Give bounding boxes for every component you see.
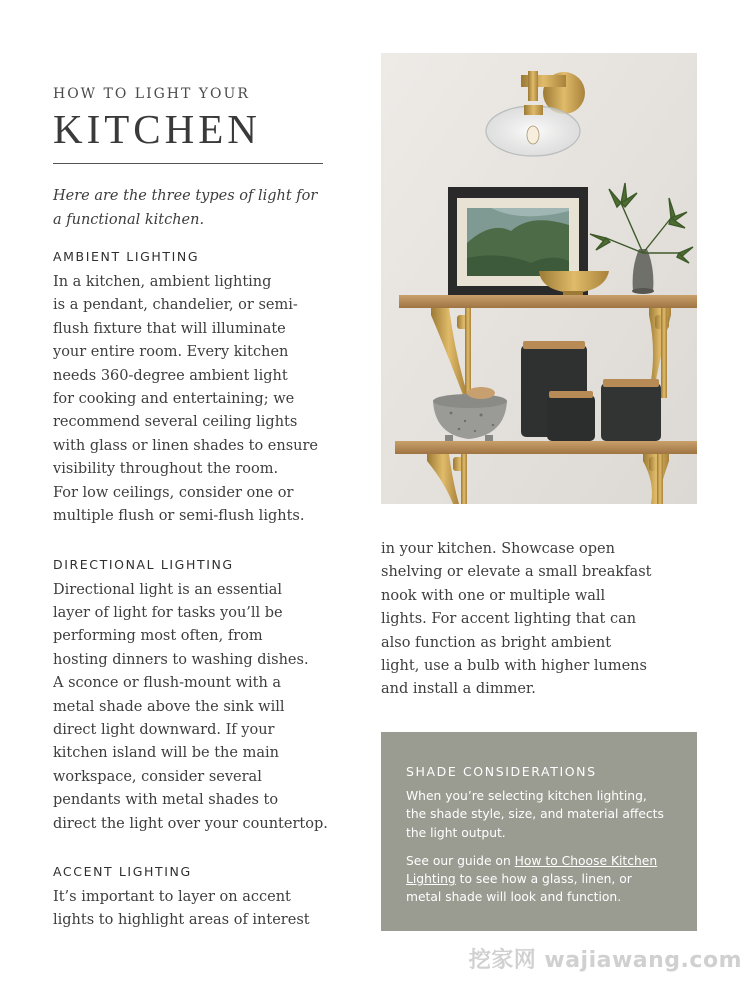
eyebrow-heading: HOW TO LIGHT YOUR xyxy=(53,86,250,102)
intro-line: Here are the three types of light for xyxy=(53,188,318,205)
accent-line: nook with one or multiple wall xyxy=(381,587,606,604)
shade-line: When you’re selecting kitchen lighting, xyxy=(406,789,647,803)
shade-line: the shade style, size, and material affects xyxy=(406,807,664,822)
bottom-shelf xyxy=(395,441,697,454)
directional-line: layer of light for tasks you’ll be xyxy=(53,604,283,621)
directional-line: direct light downward. If your xyxy=(53,721,275,738)
ambient-line: visibility throughout the room. xyxy=(53,461,279,478)
ambient-line: In a kitchen, ambient lighting xyxy=(53,274,272,291)
accent-line: light, use a bulb with higher lumens xyxy=(381,658,647,675)
directional-line: hosting dinners to washing dishes. xyxy=(53,651,309,668)
kitchen-lighting-guide-link-cont[interactable]: Lighting xyxy=(406,872,456,887)
accent-line: also function as bright ambient xyxy=(381,634,612,651)
intro-line: a functional kitchen. xyxy=(53,211,205,228)
accent-line: in your kitchen. Showcase open xyxy=(381,541,615,557)
left-column xyxy=(53,86,328,933)
title-divider xyxy=(53,163,323,164)
kitchen-shelf-photo xyxy=(381,53,697,504)
shade-line: metal shade will look and function. xyxy=(406,890,622,905)
shade-heading: SHADE CONSIDERATIONS xyxy=(406,764,597,779)
shade-text-prefix: See our guide on xyxy=(406,853,515,868)
shade-line xyxy=(406,870,673,888)
ambient-body xyxy=(53,271,328,528)
shade-line xyxy=(406,852,673,870)
directional-line: pendants with metal shades to xyxy=(53,792,279,809)
directional-line: direct the light over your countertop. xyxy=(53,815,328,832)
kitchen-lighting-guide-link[interactable]: How to Choose Kitchen xyxy=(514,853,658,868)
directional-line: workspace, consider several xyxy=(53,768,262,785)
ambient-heading: AMBIENT LIGHTING xyxy=(53,249,200,265)
directional-line: performing most often, from xyxy=(53,628,263,645)
accent-line: and install a dimmer. xyxy=(381,681,536,698)
accent-body-continued xyxy=(381,538,701,702)
accent-line: lights. For accent lighting that can xyxy=(381,611,637,628)
ambient-line: needs 360-degree ambient light xyxy=(53,367,288,384)
shade-paragraph-2 xyxy=(406,852,673,907)
ambient-line: flush fixture that will illuminate xyxy=(53,320,286,337)
ambient-line: with glass or linen shades to ensure xyxy=(53,437,319,454)
directional-heading: DIRECTIONAL LIGHTING xyxy=(53,556,234,572)
accent-heading: ACCENT LIGHTING xyxy=(53,863,192,879)
ambient-line: is a pendant, chandelier, or semi- xyxy=(53,297,298,314)
accent-body xyxy=(53,886,328,933)
top-shelf xyxy=(399,295,697,308)
accent-line: shelving or elevate a small breakfast xyxy=(381,564,652,581)
ambient-line: recommend several ceiling lights xyxy=(53,414,298,431)
page-title: KITCHEN xyxy=(53,106,261,152)
directional-line: A sconce or flush-mount with a xyxy=(53,675,282,692)
shade-text-suffix: to see how a glass, linen, or xyxy=(455,872,632,887)
ambient-line: your entire room. Every kitchen xyxy=(53,344,289,361)
directional-line: Directional light is an essential xyxy=(53,581,283,598)
directional-body xyxy=(53,579,328,836)
watermark: 挖家网 wajiawang.com xyxy=(468,948,742,973)
directional-line: metal shade above the sink will xyxy=(53,698,285,715)
accent-line: lights to highlight areas of interest xyxy=(53,912,310,929)
shade-paragraph-1 xyxy=(406,787,673,842)
directional-line: kitchen island will be the main xyxy=(53,745,279,762)
accent-line: It’s important to layer on accent xyxy=(53,888,291,905)
shade-line: the light output. xyxy=(406,825,506,840)
ambient-line: for cooking and entertaining; we xyxy=(53,391,295,408)
intro-text xyxy=(53,185,318,232)
shade-considerations-box xyxy=(381,732,697,931)
ambient-line: multiple flush or semi-flush lights. xyxy=(53,508,305,525)
ambient-line: For low ceilings, consider one or xyxy=(53,484,294,501)
